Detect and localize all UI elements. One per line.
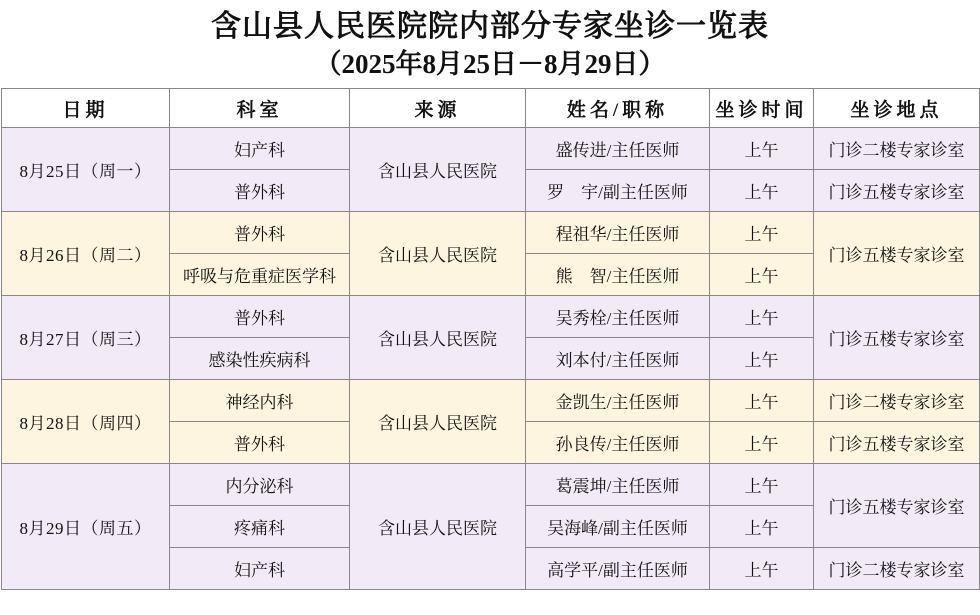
cell-department: 神经内科 xyxy=(170,380,350,422)
cell-source: 含山县人民医院 xyxy=(350,464,526,590)
header-name-title: 姓名/职称 xyxy=(526,89,710,128)
cell-location: 门诊二楼专家诊室 xyxy=(814,128,980,170)
cell-date: 8月29日（周五） xyxy=(2,464,170,590)
cell-doctor-name-title: 盛传进/主任医师 xyxy=(526,128,710,170)
cell-time: 上午 xyxy=(710,338,814,380)
cell-time: 上午 xyxy=(710,506,814,548)
cell-time: 上午 xyxy=(710,422,814,464)
header-row xyxy=(2,89,980,128)
title-date-range: （2025年8月25日－8月29日） xyxy=(314,49,666,79)
title-main: 含山县人民医院院内部分专家坐诊一览表 xyxy=(211,10,769,43)
table-row xyxy=(2,212,980,254)
cell-doctor-name-title: 金凯生/主任医师 xyxy=(526,380,710,422)
cell-time: 上午 xyxy=(710,128,814,170)
cell-time: 上午 xyxy=(710,212,814,254)
cell-doctor-name-title: 罗 宇/副主任医师 xyxy=(526,170,710,212)
header-time: 坐诊时间 xyxy=(710,89,814,128)
header-source: 来源 xyxy=(350,89,526,128)
cell-time: 上午 xyxy=(710,464,814,506)
cell-date: 8月26日（周二） xyxy=(2,212,170,296)
expert-schedule-table xyxy=(1,88,980,590)
header-date: 日期 xyxy=(2,89,170,128)
cell-doctor-name-title: 程祖华/主任医师 xyxy=(526,212,710,254)
cell-location: 门诊五楼专家诊室 xyxy=(814,212,980,296)
cell-doctor-name-title: 吴秀栓/主任医师 xyxy=(526,296,710,338)
cell-doctor-name-title: 孙良传/主任医师 xyxy=(526,422,710,464)
table-row xyxy=(2,128,980,170)
cell-time: 上午 xyxy=(710,380,814,422)
cell-location: 门诊五楼专家诊室 xyxy=(814,422,980,464)
cell-time: 上午 xyxy=(710,296,814,338)
cell-source: 含山县人民医院 xyxy=(350,380,526,464)
cell-location: 门诊二楼专家诊室 xyxy=(814,380,980,422)
cell-time: 上午 xyxy=(710,170,814,212)
cell-doctor-name-title: 高学平/副主任医师 xyxy=(526,548,710,590)
cell-doctor-name-title: 刘本付/主任医师 xyxy=(526,338,710,380)
header-location: 坐诊地点 xyxy=(814,89,980,128)
cell-department: 疼痛科 xyxy=(170,506,350,548)
cell-location: 门诊五楼专家诊室 xyxy=(814,464,980,548)
page-title xyxy=(0,0,980,82)
cell-source: 含山县人民医院 xyxy=(350,296,526,380)
header-department: 科室 xyxy=(170,89,350,128)
cell-source: 含山县人民医院 xyxy=(350,128,526,212)
table-row xyxy=(2,464,980,506)
cell-location: 门诊五楼专家诊室 xyxy=(814,170,980,212)
cell-date: 8月27日（周三） xyxy=(2,296,170,380)
cell-department: 妇产科 xyxy=(170,128,350,170)
cell-department: 普外科 xyxy=(170,422,350,464)
cell-time: 上午 xyxy=(710,548,814,590)
table-row xyxy=(2,380,980,422)
cell-location: 门诊二楼专家诊室 xyxy=(814,548,980,590)
table-body xyxy=(2,128,980,590)
cell-department: 内分泌科 xyxy=(170,464,350,506)
cell-location: 门诊五楼专家诊室 xyxy=(814,296,980,380)
cell-department: 呼吸与危重症医学科 xyxy=(170,254,350,296)
cell-doctor-name-title: 吴海峰/副主任医师 xyxy=(526,506,710,548)
cell-department: 普外科 xyxy=(170,212,350,254)
cell-department: 妇产科 xyxy=(170,548,350,590)
table-row xyxy=(2,296,980,338)
cell-date: 8月25日（周一） xyxy=(2,128,170,212)
cell-time: 上午 xyxy=(710,254,814,296)
cell-department: 普外科 xyxy=(170,170,350,212)
cell-doctor-name-title: 葛震坤/主任医师 xyxy=(526,464,710,506)
cell-date: 8月28日（周四） xyxy=(2,380,170,464)
cell-source: 含山县人民医院 xyxy=(350,212,526,296)
cell-department: 普外科 xyxy=(170,296,350,338)
cell-department: 感染性疾病科 xyxy=(170,338,350,380)
table-header xyxy=(2,89,980,128)
cell-doctor-name-title: 熊 智/主任医师 xyxy=(526,254,710,296)
